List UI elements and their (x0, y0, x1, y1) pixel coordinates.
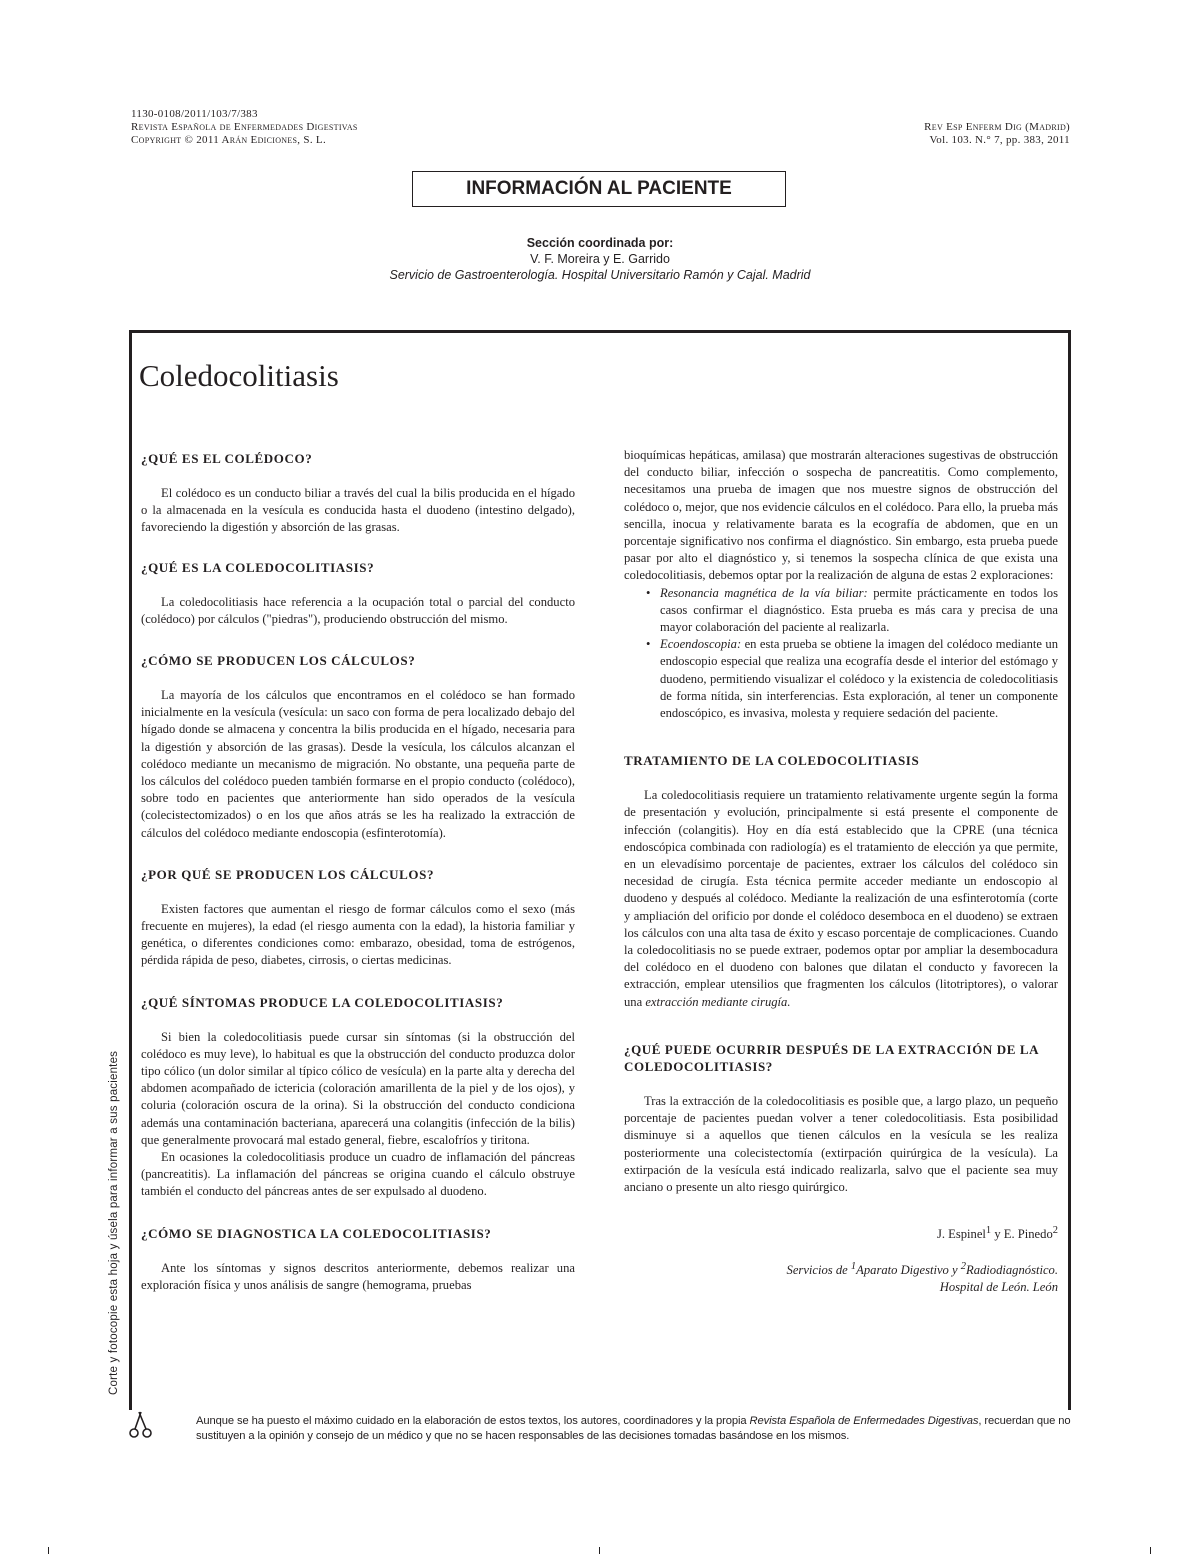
conjunction: y (991, 1227, 1004, 1242)
paragraph: Ante los síntomas y signos descritos anteriormente, debemos realizar una exploración física y unos análisis de sangre (hemograma, pruebas (141, 1260, 575, 1292)
affiliation-text: Aparato Digestivo y (856, 1262, 961, 1277)
issn-line: 1130-0108/2011/103/7/383 (131, 108, 258, 120)
paragraph: En ocasiones la coledocolitiasis produce un cuadro de inflamación del páncreas (pancreatitis). La inflamación del páncreas se origina cuando el cálculo obstruye también el conducto del páncreas antes de ser expulsado al duodeno. (141, 1150, 575, 1199)
paragraph: La mayoría de los cálculos que encontramos en el colédoco se han formado inicialmente en la vesícula (vesícula: un saco con forma de pera localizado debajo del hígado donde se almacena y concentra la bilis producida en el hígado, necesaria para la digestión y absorción de las grasas). Desde la vesícula, los cálculos alcanzan el colédoco mediante un mecanismo de migración. No obstante, una pequeña parte de los cálculos del colédoco pueden también formarse en el propio conducto (colédoco), sobre todo en pacientes que anteriormente han sido operados de la vesícula (colecistectomizados) o en los que años atrás se les ha realizado la extracción de cálculos del colédoco mediante endoscopia (esfinterotomía). (141, 688, 575, 840)
paragraph: La coledocolitiasis hace referencia a la ocupación total o parcial del conducto (colédoco) por cálculos ("piedras"), produciendo obstrucción del mismo. (141, 594, 575, 626)
affiliation-line-2: Hospital de León. León (939, 1279, 1058, 1294)
paragraph: Tras la extracción de la coledocolitiasis es posible que, a largo plazo, un pequeño porcentaje de pacientes puedan volver a tener coledocolitiasis. Esta posibilidad disminuye si a aquellos que tienen cálculos en la vesícula se les realiza posteriormente una colecistectomía (extirpación quirúrgica de la vesícula). La extirpación de la vesícula está indicado realizarla, salvo que el paciente sea muy anciano o presente un alto riesgo quirúrgico. (624, 1093, 1058, 1194)
authors (624, 1222, 1058, 1243)
heading-despues-extraccion: ¿QUÉ PUEDE OCURRIR DESPUÉS DE LA EXTRACCIÓN DE LA COLEDOCOLITIASIS? (624, 1041, 1039, 1074)
author-1: J. Espinel (936, 1227, 986, 1242)
coordinator-institution: Servicio de Gastroenterología. Hospital Universitario Ramón y Cajal. Madrid (389, 268, 811, 282)
list-item (660, 585, 1058, 637)
paragraph: bioquímicas hepáticas, amilasa) que mostrarán alteraciones sugestivas de obstrucción del conducto biliar, infección o sospecha de pancreatitis. Como complemento, necesitamos una prueba de imagen que nos muestre signos de obstrucción del colédoco o, mejor, que nos evidencie cálculos en el colédoco. Para ello, la prueba más sencilla, inocua y relativamente barata es la ecografía de abdomen, que en un porcentaje significativo nos confirma el diagnóstico. Sin embargo, esta prueba puede pasar por alto el diagnóstico y, si tenemos la sospecha clínica de que exista una coledocolitiasis, debemos optar por la realización de alguna de estas 2 exploraciones: (624, 448, 1058, 583)
author-2: E. Pinedo (1003, 1227, 1053, 1242)
disclaimer (196, 1414, 1076, 1444)
affiliation-text: Radiodiagnóstico. (966, 1262, 1058, 1277)
crop-mark (1150, 1547, 1151, 1554)
superscript: 1 (850, 1260, 857, 1272)
treatment-text: La coledocolitiasis requiere un tratamiento relativamente urgente según la forma de presentación y evolución, principalmente si está presente el componente de infección (colangitis). Hoy en día está establecido que la CPRE (una técnica endoscópica combinada con radiología) es el tratamiento de elección ya que permite, en un elevadísimo porcentaje de pacientes, extraer los cálculos del colédoco sin necesidad de cirugía. Esta técnica permite acceder mediante un endoscopio al duodeno y después al colédoco. Mediante la realización de una esfinterotomía (corte y ampliación del orificio por donde el colédoco desemboca en el duodeno) se extraen los cálculos con una alta tasa de éxito y escaso porcentaje de complicaciones. Cuando la coledocolitiasis no se puede extraer, podemos optar por ampliar la desembocadura del colédoco en el duodeno con balones que dilatan el conducto y favorecen la extracción, emplear utensilios que fragmenten los cálculos (litotriptores), o valorar una (624, 788, 1058, 1009)
section-title: INFORMACIÓN AL PACIENTE (412, 171, 786, 207)
disclaimer-journal: Revista Española de Enfermedades Digestivas (749, 1415, 979, 1427)
crop-mark (599, 1547, 600, 1554)
paragraph: Si bien la coledocolitiasis puede cursar sin síntomas (si la obstrucción del colédoco es muy leve), lo habitual es que la obstrucción del conducto produzca dolor tipo cólico (un dolor similar al típico cólico de vesícula) en la parte alta y derecha del abdomen acompañado de ictericia (coloración amarillenta de la piel y de los ojos), y coluria (coloración oscura de la orina). Si la obstrucción del conducto condiciona además una contaminación bacteriana, aparecerá una colangitis (infección de la bilis) que generalmente provocará mal estado general, fiebre, escalofríos y tiritona. (141, 1029, 575, 1147)
scissors-icon (126, 1410, 156, 1440)
journal-header-left (131, 108, 358, 147)
heading-por-que-producen-calculos: ¿POR QUÉ SE PRODUCEN LOS CÁLCULOS? (141, 866, 435, 882)
paragraph (624, 787, 1058, 1011)
right-column (624, 447, 1058, 1296)
paragraph: Existen factores que aumentan el riesgo de formar cálculos como el sexo (más frecuente en mujeres), la edad (el riesgo aumenta con la edad), la historia familiar y genética, o diferentes condiciones como: embarazo, obesidad, toma de estrógenos, pérdida rápida de peso, diabetes, cirrosis, o ciertas medicinas. (141, 901, 575, 968)
article-title: Coledocolitiasis (139, 358, 339, 393)
left-column (141, 450, 575, 1294)
affiliation (624, 1258, 1058, 1279)
bullet-term: Resonancia magnética de la vía biliar: (660, 585, 868, 600)
paragraph: El colédoco es un conducto biliar a través del cual la bilis producida en el hígado o la almacenada en la vesícula es conducida hasta el duodeno (intestino delgado), favoreciendo la digestión y absorción de las grasas. (141, 486, 575, 535)
photocopy-note: Corte y fotocopie esta hoja y úsela para informar a sus pacientes (108, 1050, 120, 1395)
heading-que-es-coledoco: ¿QUÉ ES EL COLÉDOCO? (141, 451, 313, 466)
heading-que-es-coledocolitiasis: ¿QUÉ ES LA COLEDOCOLITIASIS? (141, 559, 375, 575)
treatment-italic: extracción mediante cirugía. (645, 994, 791, 1009)
bullet-text: en esta prueba se obtiene la imagen del colédoco mediante un endoscopio especial que realiza una ecografía desde el interior del estómago y duodeno, permitiendo visualizar el colédoco y la existencia de coledocolitiasis de forma nítida, sin interferencias. Esta exploración, al tener un componente endoscópico, es invasiva, molesta y requiere sedación del paciente. (660, 637, 1058, 721)
volume-line: Vol. 103. N.° 7, pp. 383, 2011 (929, 134, 1070, 146)
copyright-line: Copyright © 2011 Arán Ediciones, S. L. (131, 134, 326, 146)
coordination-label: Sección coordinada por: (526, 236, 674, 250)
superscript: 2 (960, 1260, 966, 1272)
disclaimer-text: , recuerdan que no sustituyen a la opinión y consejo de un médico y que no se hacen responsables de las decisiones tomadas basándose en los mismos. (196, 1415, 1071, 1442)
heading-sintomas: ¿QUÉ SÍNTOMAS PRODUCE LA COLEDOCOLITIASIS? (141, 994, 504, 1010)
journal-abbrev: Rev Esp Enferm Dig (Madrid) (924, 121, 1070, 133)
heading-tratamiento: TRATAMIENTO DE LA COLEDOCOLITIASIS (624, 753, 920, 769)
crop-mark (48, 1547, 49, 1554)
exploration-list (624, 585, 1058, 723)
journal-header-right (924, 121, 1070, 147)
superscript: 2 (1052, 1225, 1058, 1237)
bullet-text: permite prácticamente en todos los casos confirmar el diagnóstico. Esta prueba es más cara y precisa de una mayor colaboración del paciente al realizarla. (660, 585, 1059, 635)
coordination-block (0, 235, 1200, 283)
superscript: 1 (985, 1225, 992, 1237)
journal-name: Revista Española de Enfermedades Digestivas (131, 121, 358, 133)
bullet-term: Ecoendoscopia: (660, 637, 742, 652)
heading-como-producen-calculos: ¿CÓMO SE PRODUCEN LOS CÁLCULOS? (141, 653, 416, 669)
heading-diagnostico: ¿CÓMO SE DIAGNOSTICA LA COLEDOCOLITIASIS? (141, 1225, 492, 1241)
affiliation-text: Servicios de (786, 1262, 851, 1277)
list-item (660, 636, 1058, 722)
coordinator-names: V. F. Moreira y E. Garrido (530, 252, 670, 266)
disclaimer-text: Aunque se ha puesto el máximo cuidado en la elaboración de estos textos, los autores, coordinadores y la propia (196, 1415, 750, 1427)
